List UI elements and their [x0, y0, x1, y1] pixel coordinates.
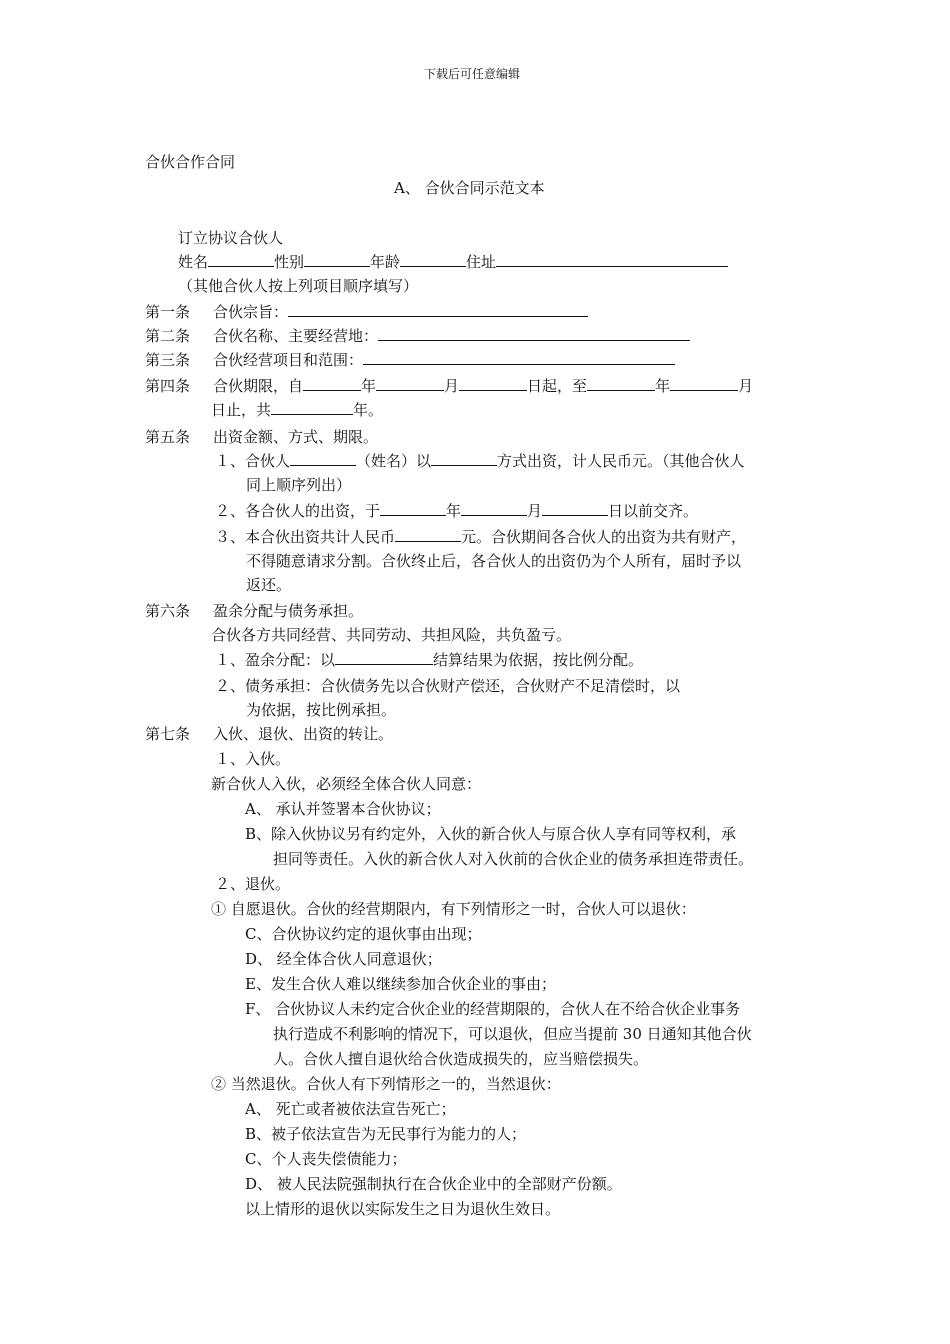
article-4-cont: 日止，共 年。: [211, 401, 384, 419]
art6-para: 合伙各方共同经营、共同劳动、共担风险，共负盈亏。: [211, 626, 572, 644]
art5-item1-cont: 同上顺序列出）: [246, 476, 352, 494]
end-month-blank[interactable]: [670, 376, 738, 391]
art7-a2: A、 死亡或者被依法宣告死亡；: [245, 1100, 456, 1118]
purpose-blank[interactable]: [288, 302, 588, 317]
art6-item2: ２、债务承担：合伙债务先以合伙财产偿还，合伙财产不足清偿时，以: [215, 677, 681, 695]
page-header: 下载后可任意编辑: [424, 67, 521, 81]
article-2: 第二条 合伙名称、主要经营地：: [145, 326, 690, 346]
art7-f-cont2: 人。合伙人擅自退伙给合伙造成损失的，应当赔偿损失。: [273, 1050, 649, 1068]
article-5: 第五条 出资金额、方式、期限。: [145, 428, 379, 446]
art7-end: 以上情形的退伙以实际发生之日为退伙生效日。: [245, 1200, 561, 1218]
art7-a: A、 承认并签署本合伙协议；: [245, 800, 441, 818]
art7-voluntary: ① 自愿退伙。合伙的经营期限内，有下列情形之一时，合伙人可以退伙：: [211, 900, 696, 918]
scope-blank[interactable]: [363, 350, 675, 365]
start-year-blank[interactable]: [303, 376, 361, 391]
doc-subtitle: A、 合伙合同示范文本: [394, 179, 545, 197]
total-amount-blank[interactable]: [395, 527, 461, 542]
age-label: 年龄: [370, 253, 401, 271]
pay-day-blank[interactable]: [542, 501, 608, 516]
art5-item3-cont1: 不得随意请求分割。合伙终止后，各合伙人的出资仍为个人所有，届时予以: [246, 552, 742, 570]
art7-s2: ２、退伙。: [215, 875, 291, 893]
pay-month-blank[interactable]: [461, 501, 527, 516]
start-day-blank[interactable]: [459, 376, 527, 391]
art6-item2-cont: 为依据，按比例承担。: [246, 701, 397, 719]
art7-b3: B、被子依法宣告为无民事行为能力的人；: [245, 1125, 527, 1143]
article-3: 第三条 合伙经营项目和范围：: [145, 350, 675, 370]
address-label: 住址: [466, 253, 497, 271]
name-label: 姓名: [178, 253, 209, 271]
art7-f: F、 合伙协议人未约定合伙企业的经营期限的，合伙人在不给合伙企业事务: [245, 1000, 741, 1018]
pay-year-blank[interactable]: [380, 501, 446, 516]
party-fields: [178, 252, 728, 272]
art7-natural: ② 当然退伙。合伙人有下列情形之一的，当然退伙：: [211, 1075, 561, 1093]
contribution-method-blank[interactable]: [431, 451, 497, 466]
article-4: 第四条 合伙期限，自 年 月 日起，至 年 月: [145, 377, 754, 395]
end-day-blank[interactable]: [271, 400, 353, 415]
art7-c2: C、个人丧失偿债能力；: [245, 1150, 407, 1168]
article-7: 第七条 入伙、退伙、出资的转让。: [145, 725, 394, 743]
art5-item1: １、合伙人 （姓名）以 方式出资，计人民币元。（其他合伙人: [215, 452, 745, 470]
article-6: 第六条 盈余分配与债务承担。: [145, 602, 364, 620]
intro: 订立协议合伙人: [178, 229, 284, 247]
age-blank[interactable]: [400, 252, 466, 267]
doc-title: 合伙合作合同: [145, 153, 236, 171]
party-note: （其他合伙人按上列项目顺序填写）: [178, 277, 419, 295]
art7-d: D、 经全体合伙人同意退伙；: [245, 950, 442, 968]
partner-name-blank[interactable]: [290, 451, 356, 466]
art5-item2: ２、各合伙人的出资，于 年 月 日以前交齐。: [215, 502, 699, 520]
name-blank[interactable]: [208, 252, 274, 267]
art7-s1: １、入伙。: [215, 750, 291, 768]
address-blank[interactable]: [496, 252, 728, 267]
art7-b-cont: 担同等责任。入伙的新合伙人对入伙前的合伙企业的债务承担连带责任。: [273, 850, 754, 868]
art7-f-cont1: 执行造成不利影响的情况下，可以退伙，但应当提前 30 日通知其他合伙: [273, 1025, 752, 1043]
art7-d2: D、 被人民法院强制执行在合伙企业中的全部财产份额。: [245, 1175, 622, 1193]
article-1: 第一条 合伙宗旨：: [145, 302, 588, 322]
end-year-blank[interactable]: [587, 376, 655, 391]
art7-b: B、除入伙协议另有约定外，入伙的新合伙人与原合伙人享有同等权利，承: [245, 825, 737, 843]
art5-item3: ３、本合伙出资共计人民币 元。合伙期间各合伙人的出资为共有财产，: [215, 528, 747, 546]
gender-label: 性别: [274, 253, 305, 271]
art6-item1: １、盈余分配：以 结算结果为依据，按比例分配。: [215, 651, 644, 669]
profit-basis-blank[interactable]: [335, 650, 433, 665]
start-month-blank[interactable]: [376, 376, 444, 391]
name-location-blank[interactable]: [378, 326, 690, 341]
art7-s1-para: 新合伙人入伙，必须经全体合伙人同意：: [211, 775, 482, 793]
art7-e: E、发生合伙人难以继续参加合伙企业的事由；: [245, 975, 556, 993]
art7-c: C、合伙协议约定的退伙事由出现；: [245, 925, 482, 943]
art5-item3-cont2: 返还。: [246, 576, 292, 594]
gender-blank[interactable]: [304, 252, 370, 267]
